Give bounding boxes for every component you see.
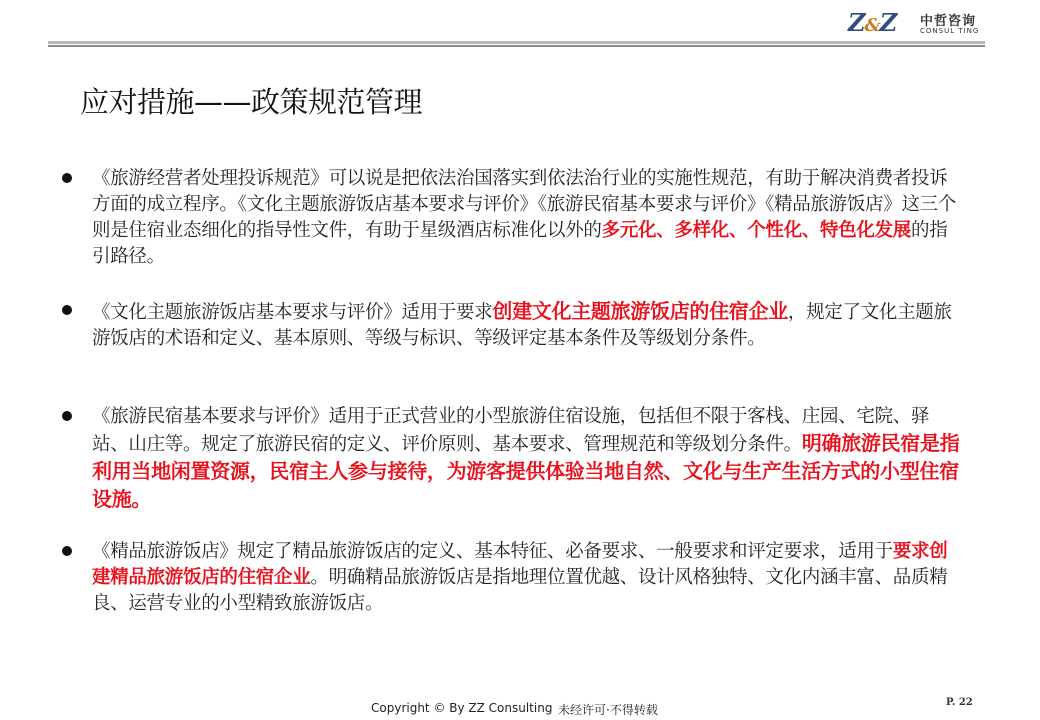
bullet-dot-icon xyxy=(62,411,72,421)
bullet-highlight: 创建文化主题旅游饭店的住宿企业 xyxy=(492,299,788,323)
bullet-text-part: 《旅游民宿基本要求与评价》适用于正式营业的小型旅游住宿设施，包括但不限于客栈、庄园、宅院、驿站、山庄等。规定了旅游民宿的定义、评价原则、基本要求、管理规范和等级划分条件。 xyxy=(92,406,930,455)
bullet-text xyxy=(92,166,962,270)
bullet-text xyxy=(92,298,962,352)
logo-mark-z1: Z xyxy=(848,8,865,37)
footer-copyright: Copyright © By ZZ Consulting xyxy=(371,701,553,715)
logo-mark xyxy=(848,8,896,41)
bullet-text xyxy=(92,539,962,617)
bullet-dot-icon xyxy=(62,305,72,315)
bullet-text-part: 的指引路径。 xyxy=(92,220,948,267)
bullet-text-part: 《精品旅游饭店》规定了精品旅游饭店的定义、基本特征、必备要求、一般要求和评定要求，适用于 xyxy=(92,541,893,562)
company-logo xyxy=(848,8,988,40)
logo-name-cn: 中哲咨询 xyxy=(920,14,977,29)
bullet-highlight: 要求创建精品旅游饭店的住宿企业 xyxy=(92,541,948,588)
logo-name-en: CONSUL TING xyxy=(920,27,980,35)
bullet-dot-icon xyxy=(62,546,72,556)
header-divider xyxy=(48,41,985,47)
bullet-text-part: 《旅游经营者处理投诉规范》可以说是把依法治国落实到依法治行业的实施性规范，有助于解决消费者投诉方面的成立程序。《文化主题旅游饭店基本要求与评价》《旅游民宿基本要求与评价》《精品旅游饭店》这三个则是住宿业态细化的指导性文件，有助于星级酒店标准化以外的 xyxy=(92,168,957,241)
bullet-highlight: 多元化、多样化、个性化、特色化发展 xyxy=(601,220,912,241)
bullet-item xyxy=(62,539,962,617)
page-number: P. 22 xyxy=(946,697,973,708)
bullet-item xyxy=(62,166,962,270)
bullet-dot-icon xyxy=(62,173,72,183)
slide-title: 应对措施——政策规范管理 xyxy=(80,85,423,119)
bullet-text-part: 。明确精品旅游饭店是指地理位置优越、设计风格独特、文化内涵丰富、品质精良、运营专业的小型精致旅游饭店。 xyxy=(92,567,948,614)
bullet-text xyxy=(92,404,962,514)
logo-mark-amp: & xyxy=(864,15,880,36)
bullet-text-part: ，规定了文化主题旅游饭店的术语和定义、基本原则、等级与标识、等级评定基本条件及等级划分条件。 xyxy=(92,302,952,349)
footer-notice: 未经许可·不得转载 xyxy=(558,703,658,717)
bullet-item xyxy=(62,404,962,514)
bullet-highlight: 明确旅游民宿是指利用当地闲置资源，民宿主人参与接待，为游客提供体验当地自然、文化与生产生活方式的小型住宿设施。 xyxy=(92,431,960,511)
bullet-text-part: 《文化主题旅游饭店基本要求与评价》适用于要求 xyxy=(92,302,493,323)
logo-mark-z2: Z xyxy=(879,8,897,37)
bullet-item xyxy=(62,298,962,352)
